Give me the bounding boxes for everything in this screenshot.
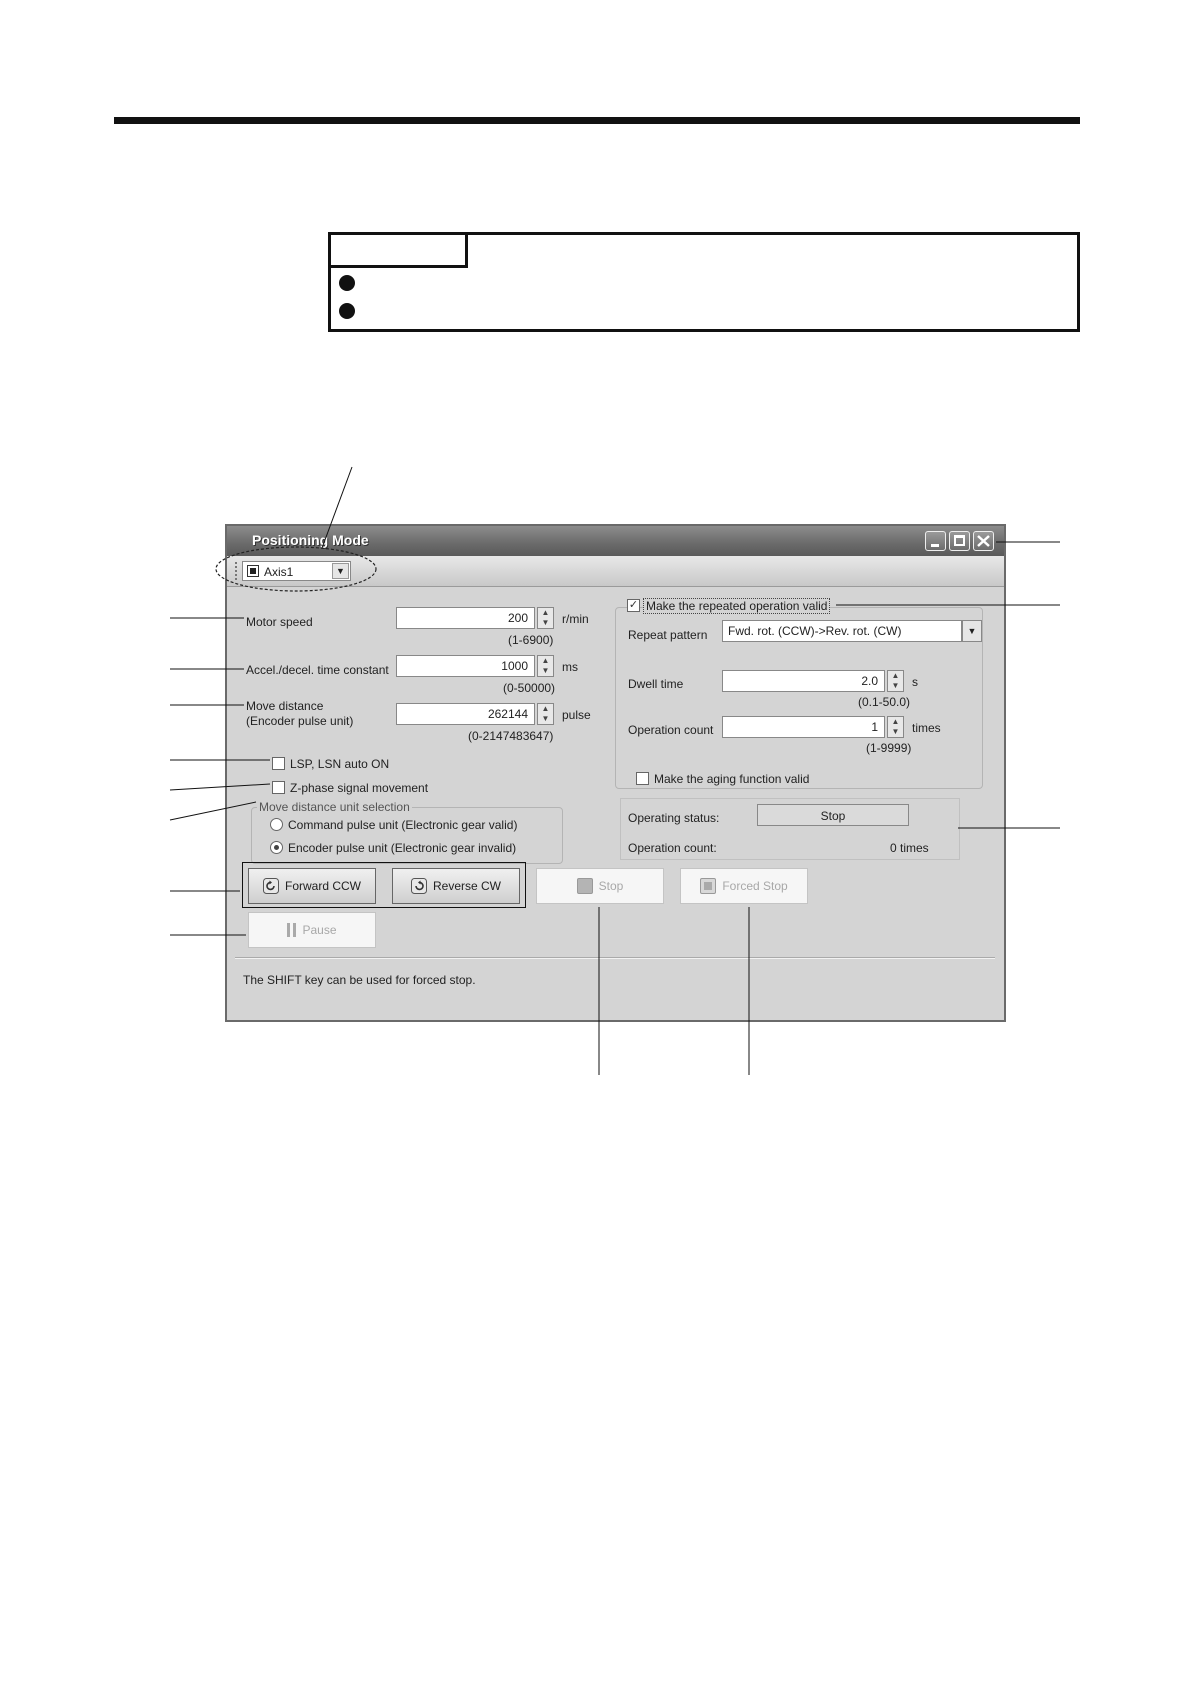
- motor-speed-spinner[interactable]: ▲ ▼: [537, 607, 554, 629]
- motor-speed-label: Motor speed: [246, 615, 313, 629]
- z-phase-signal-label: Z-phase signal movement: [290, 781, 429, 795]
- aging-function-label: Make the aging function valid: [654, 772, 810, 786]
- move-distance-label: Move distance: [246, 699, 324, 713]
- dwell-time-spinner[interactable]: ▲ ▼: [887, 670, 904, 692]
- operation-count-spinner[interactable]: ▲ ▼: [887, 716, 904, 738]
- unit-selection-legend: Move distance unit selection: [259, 800, 410, 814]
- motor-speed-unit: r/min: [562, 612, 589, 626]
- operating-status-label: Operating status:: [628, 811, 720, 825]
- dwell-time-input[interactable]: 2.0: [722, 670, 885, 692]
- repeat-operation-checkbox[interactable]: ✓: [628, 599, 639, 611]
- window-title: Positioning Mode: [252, 532, 369, 548]
- accel-decel-range: (0-50000): [503, 681, 556, 695]
- chevron-down-icon[interactable]: ▼: [962, 620, 982, 642]
- move-distance-input[interactable]: 262144: [396, 703, 535, 725]
- dwell-time-unit: s: [912, 675, 918, 689]
- encoder-pulse-label: Encoder pulse unit (Electronic gear invalid): [288, 841, 517, 855]
- leader-line-axis: [322, 467, 352, 548]
- axis-highlight-ellipse: [216, 547, 376, 591]
- chevron-down-icon[interactable]: ▼: [332, 563, 349, 579]
- lsp-lsn-auto-on-label: LSP, LSN auto ON: [290, 757, 390, 771]
- operation-count-input[interactable]: 1: [722, 716, 885, 738]
- pause-label: Pause: [302, 923, 337, 937]
- repeat-pattern-select[interactable]: Fwd. rot. (CCW)->Rev. rot. (CW): [722, 620, 962, 642]
- forced-stop-label: Forced Stop: [722, 879, 788, 893]
- reverse-cw-label: Reverse CW: [432, 879, 501, 893]
- footer-note: The SHIFT key can be used for forced stop.: [243, 973, 476, 987]
- motor-speed-input[interactable]: 200: [396, 607, 535, 629]
- move-distance-range: (0-2147483647): [468, 729, 554, 743]
- leader-line-unit-selection: [170, 802, 256, 820]
- command-pulse-label: Command pulse unit (Electronic gear valid): [288, 818, 518, 832]
- move-distance-sublabel: (Encoder pulse unit): [246, 714, 354, 728]
- move-distance-unit: pulse: [562, 708, 591, 722]
- operation-count-status-value: 0 times: [890, 841, 929, 855]
- forward-ccw-label: Forward CCW: [284, 879, 361, 893]
- accel-decel-unit: ms: [562, 660, 578, 674]
- repeat-pattern-label: Repeat pattern: [628, 628, 708, 642]
- operation-count-range: (1-9999): [866, 741, 912, 755]
- accel-decel-label: Accel./decel. time constant: [246, 663, 389, 677]
- motor-speed-range: (1-6900): [508, 633, 554, 647]
- repeat-operation-label: Make the repeated operation valid: [643, 598, 830, 614]
- axis-select-value: Axis1: [264, 565, 294, 579]
- operating-status-field: Stop: [757, 804, 909, 826]
- operation-count-label: Operation count: [628, 723, 714, 737]
- dwell-time-label: Dwell time: [628, 677, 684, 691]
- accel-decel-input[interactable]: 1000: [396, 655, 535, 677]
- dwell-time-range: (0.1-50.0): [858, 695, 911, 709]
- operation-count-status-label: Operation count:: [628, 841, 717, 855]
- leader-line-z-phase: [170, 784, 270, 790]
- accel-decel-spinner[interactable]: ▲ ▼: [537, 655, 554, 677]
- stop-label: Stop: [598, 879, 624, 893]
- operation-count-unit: times: [912, 721, 941, 735]
- move-distance-spinner[interactable]: ▲ ▼: [537, 703, 554, 725]
